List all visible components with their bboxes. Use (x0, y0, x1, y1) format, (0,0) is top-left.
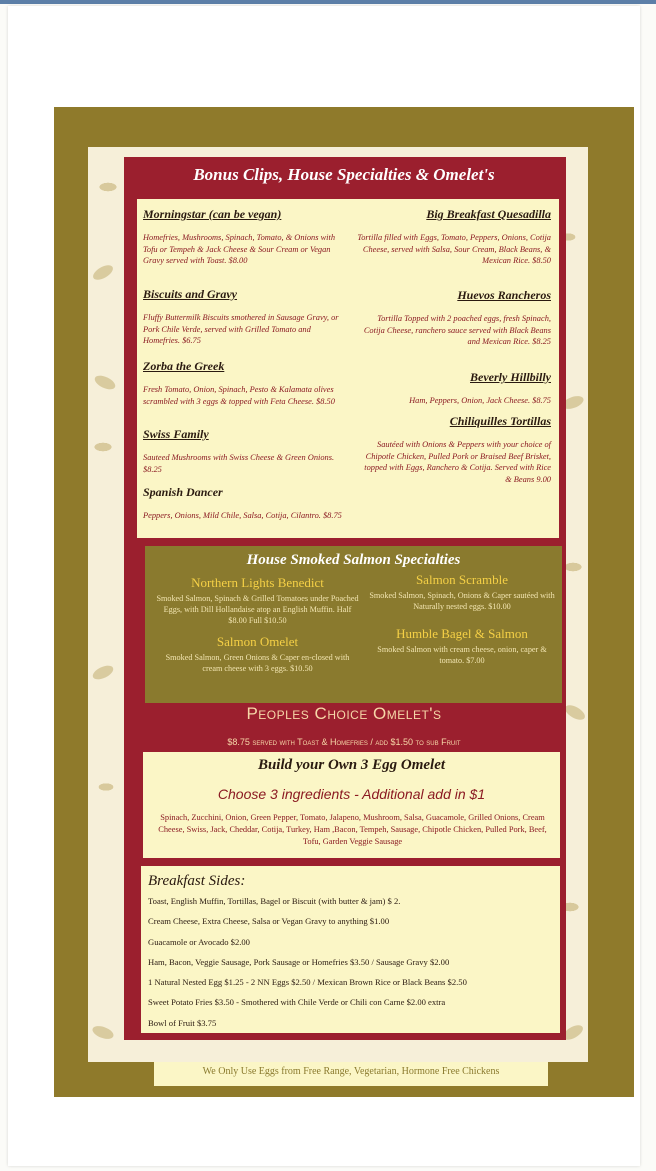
salmon-item-title: Northern Lights Benedict (191, 575, 324, 590)
menu-item (357, 288, 551, 370)
menu-item (357, 370, 551, 414)
item-title: Huevos Rancheros (457, 288, 551, 302)
item-desc: Tortilla filled with Eggs, Tomato, Peppers, Onions, Cotija Cheese, served with Salsa, Sour Cream, Black Beans, & Mexican Rice. $8.50 (357, 233, 551, 266)
right-column (357, 207, 551, 485)
leaf-icon (93, 373, 118, 392)
peoples-choice-subtitle: $8.75 served with Toast & Homefries / add $1.50 to sub Fruit (227, 737, 461, 747)
menu-item (143, 207, 343, 287)
leaf-icon (91, 1024, 115, 1042)
salmon-right (367, 572, 557, 666)
item-desc: Sauteed Mushrooms with Swiss Cheese & Green Onions. $8.25 (143, 453, 335, 474)
scan-edge (0, 0, 656, 4)
salmon-item-desc: Smoked Salmon, Green Onions & Caper en-closed with cream cheese with 3 eggs. $10.50 (165, 653, 350, 673)
menu-item (143, 287, 343, 359)
build-subtitle: Choose 3 ingredients - Additional add in $1 (217, 786, 486, 802)
sides-line: Bowl of Fruit $3.75 (148, 1018, 217, 1028)
item-desc: Tortilla Topped with 2 poached eggs, fresh Spinach, Cotija Cheese, ranchero sauce served with Black Beans and Mexican Rice. $8.25 (363, 314, 551, 347)
salmon-left (155, 575, 360, 674)
item-title: Biscuits and Gravy (143, 287, 238, 301)
sides-line: Sweet Potato Fries $3.50 - Smothered with Chile Verde or Chili con Carne $2.00 extra (148, 997, 446, 1007)
sides-line: 1 Natural Nested Egg $1.25 - 2 NN Eggs $2.50 / Mexican Brown Rice or Black Beans $2.50 (148, 977, 467, 987)
menu-item (143, 359, 343, 427)
banner-title: Bonus Clips, House Specialties & Omelet's (193, 165, 495, 184)
menu-item (357, 414, 551, 485)
ingredients-list: Spinach, Zucchini, Onion, Green Pepper, Tomato, Jalapeno, Mushroom, Salsa, Guacamole, Grilled Onions, Cream Cheese, Swiss, Jack, Cheddar, Cotija, Turkey, Ham ,Bacon, Tempeh, Sausage, Chipotle Chicken, Pulled Pork, Beef, Tofu, Garden Veggie Sausage (158, 813, 547, 846)
salmon-item-title: Humble Bagel & Salmon (396, 626, 528, 641)
leaf-icon (91, 663, 116, 682)
leaf-icon (563, 702, 588, 723)
item-desc: Peppers, Onions, Mild Chile, Salsa, Cotija, Cilantro. $8.75 (143, 511, 342, 520)
left-column (143, 207, 343, 522)
item-desc: Sautéed with Onions & Peppers with your choice of Chipotle Chicken, Pulled Pork or Braised Beef Brisket, topped with Eggs, Ranchero & Cotija. Served with Rice & Beans 9.00 (364, 440, 551, 484)
build-title: Build your Own 3 Egg Omelet (257, 757, 446, 773)
item-desc: Ham, Peppers, Onion, Jack Cheese. $8.75 (409, 396, 551, 405)
item-title: Morningstar (can be vegan) (143, 207, 282, 221)
item-title: Chiliquilles Tortillas (449, 414, 551, 428)
salmon-item-desc: Smoked Salmon, Spinach, Onions & Caper sautéed with Naturally nested eggs. $10.00 (369, 591, 555, 611)
item-title: Spanish Dancer (143, 485, 223, 499)
item-desc: Homefries, Mushrooms, Spinach, Tomato, & Onions with Tofu or Tempeh & Jack Cheese & Sour Cream or Vegan Gravy served with Toast. $8.00 (143, 233, 336, 266)
leaf-icon (91, 262, 116, 283)
salmon-item-desc: Smoked Salmon with cream cheese, onion, caper & tomato. $7.00 (377, 645, 547, 665)
item-title: Big Breakfast Quesadilla (426, 207, 551, 221)
item-desc: Fresh Tomato, Onion, Spinach, Pesto & Kalamata olives scrambled with 3 eggs & topped with Feta Cheese. $8.50 (143, 385, 335, 406)
sides-title: Breakfast Sides: (148, 873, 246, 889)
salmon-item-title: Salmon Scramble (415, 572, 509, 587)
item-title: Beverly Hillbilly (470, 370, 551, 384)
salmon-item-title: Salmon Omelet (216, 634, 299, 649)
salmon-heading: House Smoked Salmon Specialties (246, 552, 461, 568)
menu-item (143, 427, 343, 485)
menu-item (357, 207, 551, 288)
peoples-choice-title: Peoples Choice Omelet's (246, 704, 442, 723)
footer-note: We Only Use Eggs from Free Range, Vegetarian, Hormone Free Chickens (202, 1066, 500, 1077)
sides-line: Ham, Bacon, Veggie Sausage, Pork Sausage or Homefries $3.50 / Sausage Gravy $2.00 (148, 957, 450, 967)
sides-line: Guacamole or Avocado $2.00 (148, 937, 250, 947)
item-desc: Fluffy Buttermilk Biscuits smothered in Sausage Gravy, or Pork Chile Verde, served with Grilled Tomato and Homefries. $6.75 (143, 313, 339, 346)
sides-line: Cream Cheese, Extra Cheese, Salsa or Vegan Gravy to anything $1.00 (148, 916, 390, 926)
sides-panel (141, 866, 560, 1033)
item-title: Zorba the Greek (143, 359, 225, 373)
salmon-item-desc: Smoked Salmon, Spinach & Grilled Tomatoes under Poached Eggs, with Dill Hollandaise atop an English Muffin. Half $8.00 Full $10.50 (156, 594, 359, 625)
sides-line: Toast, English Muffin, Tortillas, Bagel or Biscuit (with butter & jam) $ 2. (148, 896, 401, 906)
menu-item (143, 485, 343, 522)
item-title: Swiss Family (143, 427, 209, 441)
